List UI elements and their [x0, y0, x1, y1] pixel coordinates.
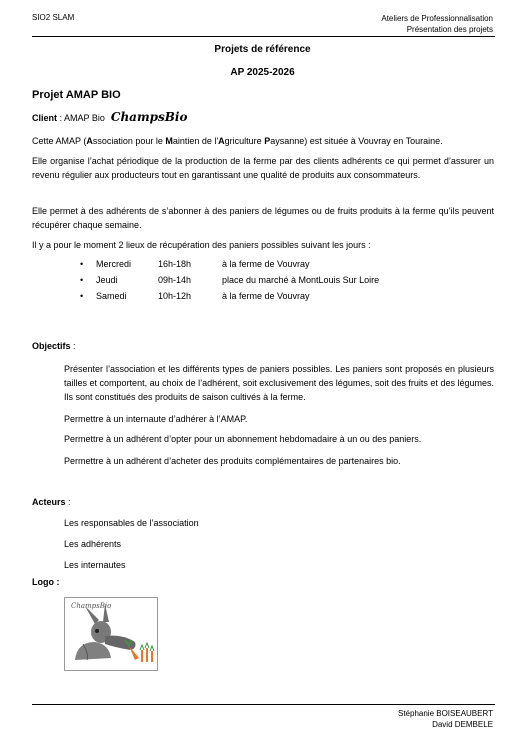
client-value: AMAP Bio	[64, 113, 105, 123]
day-name: Mercredi	[96, 259, 132, 269]
day-time: 10h-12h	[158, 291, 192, 301]
intro-text: Cette AMAP (	[32, 136, 87, 146]
client-brand-logo: ChampsBio	[110, 110, 188, 124]
client-sep: :	[57, 113, 65, 123]
acteur-item: Les responsables de l’association	[64, 518, 199, 528]
donkey-logo-icon	[65, 598, 157, 670]
header-divider	[32, 36, 495, 37]
logo-label: Logo :	[32, 577, 60, 587]
intro-text: aysanne) est située à Vouvray en Touraine.	[270, 136, 443, 146]
objectif-item: Permettre à un adhérent d’opter pour un abonnement hebdomadaire à un ou des paniers.	[64, 434, 422, 444]
acteur-item: Les adhérents	[64, 539, 122, 549]
header-right-line2: Présentation des projets	[406, 25, 493, 34]
project-title: Projet AMAP BIO	[32, 89, 121, 101]
objectifs-sep: :	[70, 341, 76, 351]
header-right	[381, 13, 493, 35]
footer-divider	[32, 704, 495, 705]
day-name: Samedi	[96, 291, 127, 301]
footer-author-2: David DEMBELE	[432, 720, 493, 729]
objectif-item: Permettre à un internaute d’adhérer à l’AMAP.	[64, 414, 248, 424]
acteurs-label: Acteurs	[32, 497, 66, 507]
objectifs-heading	[32, 341, 76, 351]
intro-paragraph-2: Elle organise l’achat périodique de la production de la ferme par des clients adhérents ce qui permet d’assurer un revenu régulier aux producteurs tout en garantissant une qualité de produits aux consommateurs.	[32, 156, 494, 180]
bullet: •	[80, 291, 84, 301]
objectif-item: Permettre à un adhérent d’acheter des produits complémentaires de partenaires bio.	[64, 456, 401, 466]
day-place: place du marché à MontLouis Sur Loire	[222, 275, 380, 285]
carrot-shape	[141, 650, 143, 662]
intro-initial: M	[165, 136, 173, 146]
donkey-body-shape	[75, 642, 111, 660]
day-name: Jeudi	[96, 275, 118, 285]
intro-initial: A	[86, 136, 93, 146]
objectif-item: Présenter l’association et les différents types de paniers possibles. Les paniers sont proposés en plusieurs tailles et comportent, au choix de l’adhérent, soit exclusivement des légumes, soit des fruits et des légumes. Ils sont constitués des produits de saison cultivés à la ferme.	[64, 364, 494, 402]
intro-paragraph-1	[32, 134, 494, 148]
acteurs-heading	[32, 497, 71, 507]
intro-initial: P	[264, 136, 271, 146]
footer-author-1: Stéphanie BOISEAUBERT	[397, 709, 493, 718]
carrot-shape	[146, 648, 148, 662]
donkey-eye-shape	[95, 629, 99, 633]
intro-initial: A	[218, 136, 225, 146]
bullet: •	[80, 259, 84, 269]
intro-text: griculture	[224, 136, 265, 146]
bullet: •	[80, 275, 84, 285]
carrot-shape	[151, 651, 153, 662]
logo-brand-text: ChampsBio	[71, 602, 112, 610]
client-label: Client	[32, 113, 58, 123]
page-subtitle: AP 2025-2026	[230, 67, 295, 78]
page-title: Projets de référence	[214, 44, 311, 55]
champsbio-logo	[64, 597, 158, 671]
donkey-muzzle-shape	[105, 636, 136, 650]
client-line	[32, 110, 188, 124]
day-time: 09h-14h	[158, 275, 192, 285]
acteur-item: Les internautes	[64, 560, 126, 570]
day-time: 16h-18h	[158, 259, 192, 269]
header-right-line1: Ateliers de Professionnalisation	[381, 14, 493, 23]
intro-paragraph-3: Elle permet à des adhérents de s’abonner à des paniers de légumes ou de fruits produits à la ferme qu’ils peuvent récupérer chaque semaine.	[32, 206, 494, 230]
header-left: SIO2 SLAM	[32, 13, 75, 22]
acteurs-sep: :	[65, 497, 71, 507]
day-place: à la ferme de Vouvray	[222, 259, 310, 269]
objectifs-label: Objectifs	[32, 341, 71, 351]
intro-paragraph-4: Il y a pour le moment 2 lieux de récupération des paniers possibles suivant les jours :	[32, 240, 371, 250]
intro-text: aintien de l'	[172, 136, 219, 146]
intro-text: ssociation pour le	[92, 136, 166, 146]
day-place: à la ferme de Vouvray	[222, 291, 310, 301]
footer-authors	[398, 708, 493, 730]
